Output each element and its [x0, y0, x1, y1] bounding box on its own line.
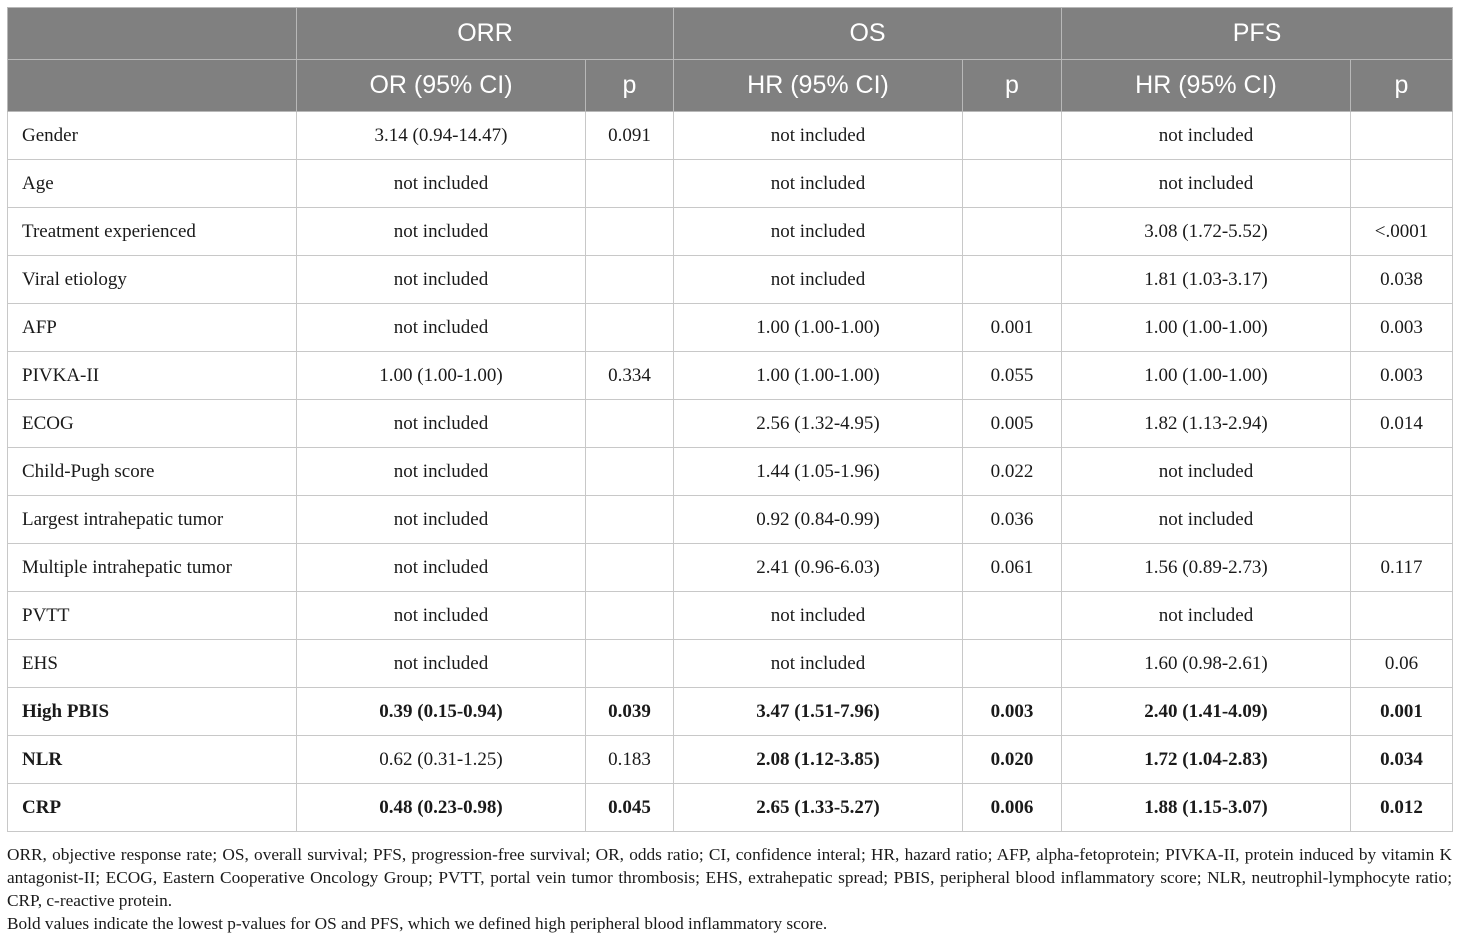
row-label: Largest intrahepatic tumor	[8, 496, 297, 544]
table-row	[8, 304, 1453, 352]
row-cell: 2.41 (0.96-6.03)	[674, 544, 963, 592]
row-cell	[963, 592, 1062, 640]
table-row	[8, 640, 1453, 688]
row-cell: 0.036	[963, 496, 1062, 544]
row-cell: 1.82 (1.13-2.94)	[1062, 400, 1351, 448]
row-cell: 1.72 (1.04-2.83)	[1062, 736, 1351, 784]
table-row	[8, 208, 1453, 256]
row-cell: not included	[297, 496, 586, 544]
row-cell	[586, 304, 674, 352]
table-row	[8, 256, 1453, 304]
row-label: Treatment experienced	[8, 208, 297, 256]
row-cell: <.0001	[1351, 208, 1453, 256]
table-row	[8, 736, 1453, 784]
row-cell: not included	[297, 256, 586, 304]
header-group-pfs: PFS	[1062, 8, 1453, 60]
row-cell: 0.001	[1351, 688, 1453, 736]
row-cell: 0.005	[963, 400, 1062, 448]
row-cell: 0.039	[586, 688, 674, 736]
row-cell: not included	[674, 208, 963, 256]
row-cell	[586, 496, 674, 544]
row-cell	[586, 256, 674, 304]
row-cell: 0.034	[1351, 736, 1453, 784]
row-label: PIVKA-II	[8, 352, 297, 400]
row-cell: 0.055	[963, 352, 1062, 400]
row-cell: 0.006	[963, 784, 1062, 832]
row-cell: 0.061	[963, 544, 1062, 592]
header-os-p: p	[963, 60, 1062, 112]
row-cell: not included	[297, 304, 586, 352]
row-cell: 0.012	[1351, 784, 1453, 832]
abbreviations-note: ORR, objective response rate; OS, overall survival; PFS, progression-free survival; OR, odds ratio; CI, confidence interal; HR, hazard ratio; AFP, alpha-fetoprotein; PIVKA-II, protein induced by vitamin K antagonist-II; ECOG, Eastern Cooperative Oncology Group; PVTT, portal vein tumor thrombosis; EHS, extrahepatic spread; PBIS, peripheral blood inflammatory score; NLR, neutrophil-lymphocyte ratio; CRP, c-reactive protein.	[7, 845, 1452, 910]
row-cell	[1351, 160, 1453, 208]
row-cell: not included	[1062, 496, 1351, 544]
table-row	[8, 496, 1453, 544]
row-cell: 0.334	[586, 352, 674, 400]
row-label: CRP	[8, 784, 297, 832]
row-cell	[586, 208, 674, 256]
row-label: Age	[8, 160, 297, 208]
table-body	[8, 112, 1453, 832]
row-cell	[586, 640, 674, 688]
row-label: Child-Pugh score	[8, 448, 297, 496]
row-cell	[963, 640, 1062, 688]
row-cell: 2.65 (1.33-5.27)	[674, 784, 963, 832]
row-label: Viral etiology	[8, 256, 297, 304]
header-blank-sub	[8, 60, 297, 112]
row-cell	[1351, 496, 1453, 544]
row-label: ECOG	[8, 400, 297, 448]
regression-table	[7, 7, 1453, 832]
row-cell: not included	[674, 112, 963, 160]
row-cell	[586, 160, 674, 208]
header-os-ci: HR (95% CI)	[674, 60, 963, 112]
row-cell: 1.00 (1.00-1.00)	[674, 304, 963, 352]
row-label: NLR	[8, 736, 297, 784]
header-pfs-ci: HR (95% CI)	[1062, 60, 1351, 112]
row-cell	[1351, 592, 1453, 640]
row-cell: not included	[674, 256, 963, 304]
row-cell: 1.88 (1.15-3.07)	[1062, 784, 1351, 832]
row-cell: 1.00 (1.00-1.00)	[674, 352, 963, 400]
row-cell: 0.014	[1351, 400, 1453, 448]
table-row	[8, 544, 1453, 592]
row-cell: not included	[297, 400, 586, 448]
row-cell: 0.06	[1351, 640, 1453, 688]
table-row	[8, 160, 1453, 208]
row-cell: 3.47 (1.51-7.96)	[674, 688, 963, 736]
row-label: Gender	[8, 112, 297, 160]
row-label: AFP	[8, 304, 297, 352]
row-cell: 1.00 (1.00-1.00)	[1062, 304, 1351, 352]
row-cell: 1.00 (1.00-1.00)	[297, 352, 586, 400]
row-cell: 0.62 (0.31-1.25)	[297, 736, 586, 784]
table-row	[8, 592, 1453, 640]
row-cell: 0.003	[1351, 352, 1453, 400]
row-cell: 0.003	[963, 688, 1062, 736]
table-row	[8, 688, 1453, 736]
row-cell	[1351, 448, 1453, 496]
row-cell: 1.81 (1.03-3.17)	[1062, 256, 1351, 304]
header-blank	[8, 8, 297, 60]
row-cell: 1.44 (1.05-1.96)	[674, 448, 963, 496]
row-cell	[963, 256, 1062, 304]
row-cell: not included	[297, 640, 586, 688]
row-label: High PBIS	[8, 688, 297, 736]
table-row	[8, 112, 1453, 160]
row-cell: not included	[297, 448, 586, 496]
row-cell: not included	[297, 160, 586, 208]
row-cell: not included	[674, 592, 963, 640]
table-row	[8, 784, 1453, 832]
row-cell	[586, 592, 674, 640]
row-cell	[963, 208, 1062, 256]
row-cell: not included	[674, 160, 963, 208]
row-cell: not included	[297, 208, 586, 256]
row-cell: 0.045	[586, 784, 674, 832]
row-cell: 0.038	[1351, 256, 1453, 304]
row-cell: 0.003	[1351, 304, 1453, 352]
row-label: EHS	[8, 640, 297, 688]
row-cell: 0.183	[586, 736, 674, 784]
row-cell: 3.08 (1.72-5.52)	[1062, 208, 1351, 256]
row-cell: 0.117	[1351, 544, 1453, 592]
row-cell: not included	[1062, 448, 1351, 496]
row-cell: 1.60 (0.98-2.61)	[1062, 640, 1351, 688]
row-cell: not included	[1062, 160, 1351, 208]
row-cell	[963, 160, 1062, 208]
table-container	[7, 7, 1452, 832]
row-cell: not included	[674, 640, 963, 688]
header-orr-ci: OR (95% CI)	[297, 60, 586, 112]
row-cell: 2.40 (1.41-4.09)	[1062, 688, 1351, 736]
row-cell: 0.020	[963, 736, 1062, 784]
row-label: PVTT	[8, 592, 297, 640]
table-footnotes	[7, 843, 1452, 935]
table-row	[8, 448, 1453, 496]
row-cell: not included	[297, 592, 586, 640]
row-cell: 0.92 (0.84-0.99)	[674, 496, 963, 544]
row-cell	[586, 400, 674, 448]
row-cell	[1351, 112, 1453, 160]
header-orr-p: p	[586, 60, 674, 112]
header-group-orr: ORR	[297, 8, 674, 60]
row-cell	[586, 544, 674, 592]
table-row	[8, 352, 1453, 400]
row-cell: 0.39 (0.15-0.94)	[297, 688, 586, 736]
row-cell: 3.14 (0.94-14.47)	[297, 112, 586, 160]
table-row	[8, 400, 1453, 448]
header-row-sub	[8, 60, 1453, 112]
row-cell: 2.56 (1.32-4.95)	[674, 400, 963, 448]
row-cell: 0.022	[963, 448, 1062, 496]
header-group-os: OS	[674, 8, 1062, 60]
row-cell: 0.48 (0.23-0.98)	[297, 784, 586, 832]
header-row-groups	[8, 8, 1453, 60]
header-pfs-p: p	[1351, 60, 1453, 112]
row-cell: not included	[297, 544, 586, 592]
row-cell: 1.56 (0.89-2.73)	[1062, 544, 1351, 592]
row-cell: 0.091	[586, 112, 674, 160]
row-label: Multiple intrahepatic tumor	[8, 544, 297, 592]
row-cell: 0.001	[963, 304, 1062, 352]
row-cell	[963, 112, 1062, 160]
row-cell	[586, 448, 674, 496]
row-cell: not included	[1062, 112, 1351, 160]
bold-values-note: Bold values indicate the lowest p-values for OS and PFS, which we defined high peripheral blood inflammatory score.	[7, 914, 828, 933]
row-cell: 2.08 (1.12-3.85)	[674, 736, 963, 784]
row-cell: 1.00 (1.00-1.00)	[1062, 352, 1351, 400]
row-cell: not included	[1062, 592, 1351, 640]
